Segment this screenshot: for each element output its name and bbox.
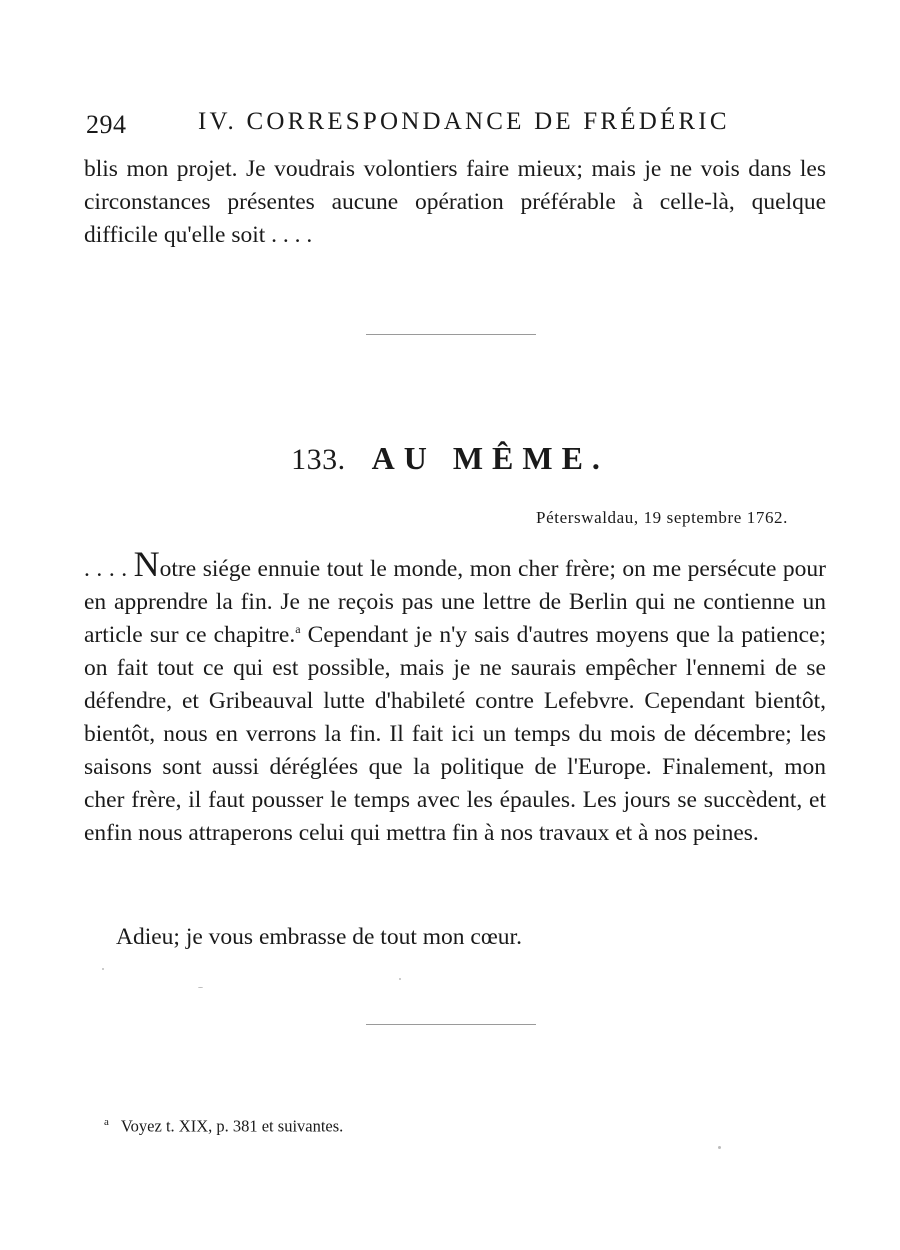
drop-cap: N [133,544,160,584]
letter-heading [0,440,900,477]
paper-speck [399,978,401,980]
letter-body [84,544,827,850]
paper-speck [102,968,104,970]
continuation-paragraph: blis mon projet. Je voudrais volontiers faire mieux; mais je ne vois dans les circonstances présentes aucune opération préférable à celle-là, quelque difficile qu'elle soit . . . . [84,156,826,248]
end-divider [366,1024,536,1025]
footnote-marker: a [104,1116,109,1128]
footnote-text: Voyez t. XIX, p. 381 et suivantes. [120,1116,344,1136]
section-divider [366,334,536,335]
letter-dateline: Péterswaldau, 19 septembre 1762. [536,508,788,527]
footnote [104,1116,343,1137]
paper-speck [718,1146,721,1149]
running-head [86,106,826,142]
running-head-title: IV. CORRESPONDANCE DE FRÉDÉRIC [198,108,730,135]
page-number: 294 [86,110,127,139]
letter-body-text-continued: Cependant je n'y sais d'autres moyens que la patience; on fait tout ce qui est possible, mais je ne saurais empêcher l'ennemi de se défendre, et Gribeauval lutte d'habileté contre Lefebvre. Cependant bientôt, bientôt, nous en verrons la fin. Il fait ici un temps du mois de décembre; les saisons sont aussi déréglées que la politique de l'Europe. Finalement, mon cher frère, il faut pousser le temps avec les épaules. Les jours se succèdent, et enfin nous attraperons celui qui mettra fin à nos travaux et à nos peines. [84,622,826,846]
letter-closing: Adieu; je vous embrasse de tout mon cœur. [116,924,522,950]
ellipsis-lead: . . . . [84,556,134,582]
letter-body-text: otre siége ennuie tout le monde, mon cher frère; on me persécute pour en apprendre la fin. Je ne reçois pas une lettre de Berlin qui ne contienne un article sur ce chapitre. [84,556,827,648]
letter-title: AU MÊME. [371,440,609,476]
footnote-reference[interactable]: a [295,622,301,637]
paper-speck [198,987,203,988]
letter-number: 133. [291,443,346,476]
